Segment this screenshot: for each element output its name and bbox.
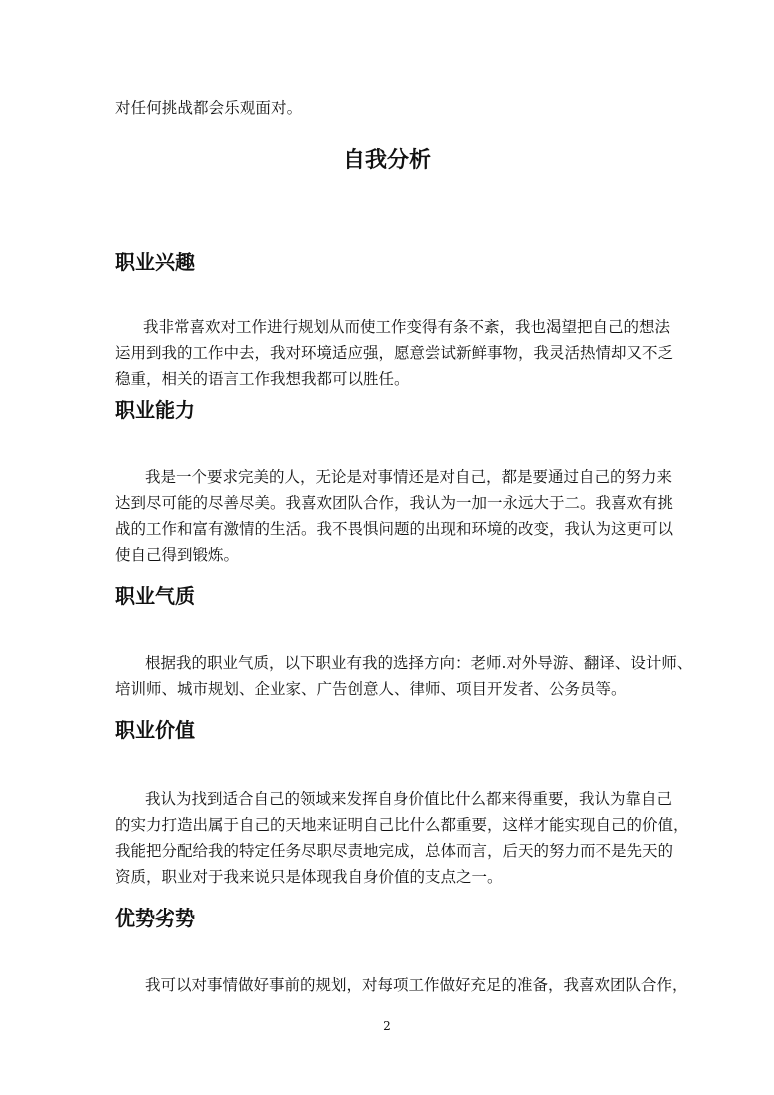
section-heading-career-ability: 职业能力 bbox=[115, 398, 195, 422]
paragraph-line: 战的工作和富有激情的生活。我不畏惧问题的出现和环境的改变，我认为这更可以 bbox=[115, 520, 674, 538]
paragraph-line: 运用到我的工作中去，我对环境适应强，愿意尝试新鲜事物，我灵活热情却又不乏 bbox=[115, 344, 674, 362]
section-body-career-temperament bbox=[115, 650, 693, 702]
paragraph-line: 使自己得到锻炼。 bbox=[115, 546, 240, 564]
paragraph-line: 资质，职业对于我来说只是体现我自身价值的支点之一。 bbox=[115, 868, 503, 886]
section-heading-career-interest: 职业兴趣 bbox=[115, 250, 195, 274]
paragraph-line: 我是一个要求完美的人，无论是对事情还是对自己，都是要通过自己的努力来 bbox=[145, 468, 673, 486]
paragraph-line: 的实力打造出属于自己的天地来证明自己比什么都重要，这样才能实现自己的价值， bbox=[115, 816, 689, 834]
paragraph-line: 稳重，相关的语言工作我想我都可以胜任。 bbox=[115, 370, 410, 388]
paragraph-line: 我能把分配给我的特定任务尽职尽责地完成，总体而言，后天的努力而不是先天的 bbox=[115, 842, 674, 860]
paragraph-line: 我非常喜欢对工作进行规划从而使工作变得有条不紊，我也渴望把自己的想法 bbox=[143, 318, 671, 336]
section-body-career-value bbox=[115, 786, 689, 890]
continuation-text: 对任何挑战都会乐观面对。 bbox=[115, 99, 303, 117]
page-title: 自我分析 bbox=[342, 148, 431, 173]
section-heading-strengths-weaknesses: 优势劣势 bbox=[115, 906, 195, 930]
paragraph-line: 达到尽可能的尽善尽美。我喜欢团队合作，我认为一加一永远大于二。我喜欢有挑 bbox=[115, 494, 674, 512]
page-number: 2 bbox=[383, 1019, 391, 1033]
section-heading-career-value: 职业价值 bbox=[115, 718, 195, 742]
section-body-strengths-weaknesses bbox=[115, 972, 688, 998]
section-body-career-ability bbox=[115, 464, 674, 568]
section-body-career-interest bbox=[115, 314, 674, 392]
paragraph-line: 根据我的职业气质，以下职业有我的选择方向：老师.对外导游、翻译、设计师、 bbox=[145, 654, 693, 672]
paragraph-line: 培训师、城市规划、企业家、广告创意人、律师、项目开发者、公务员等。 bbox=[115, 680, 627, 698]
section-heading-career-temperament: 职业气质 bbox=[115, 584, 195, 608]
paragraph-line: 我可以对事情做好事前的规划，对每项工作做好充足的准备，我喜欢团队合作， bbox=[145, 976, 688, 994]
paragraph-line: 我认为找到适合自己的领域来发挥自身价值比什么都来得重要，我认为靠自己 bbox=[145, 790, 673, 808]
